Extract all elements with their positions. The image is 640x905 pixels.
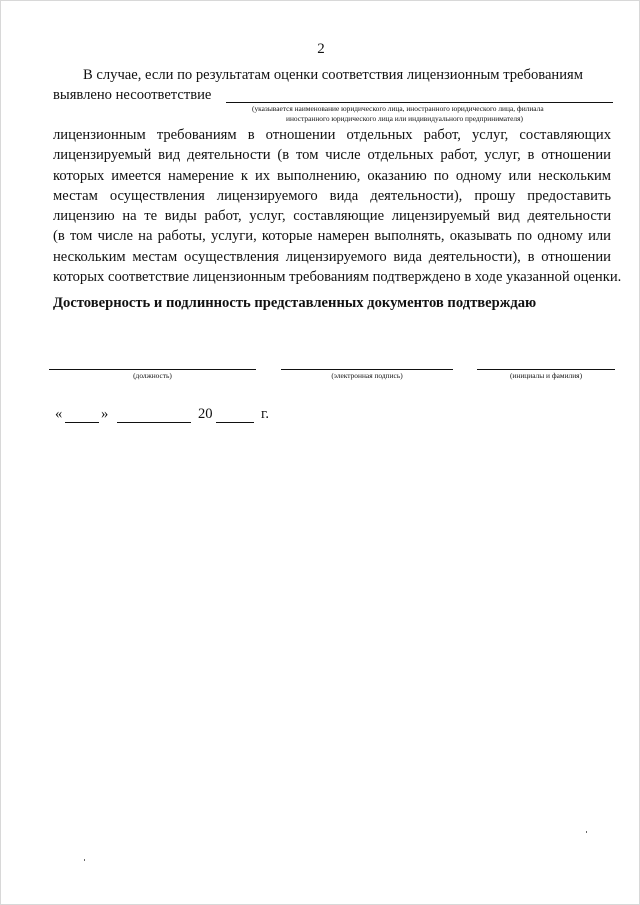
- name-signature-line: [477, 369, 615, 370]
- applicant-name-blank-line: [226, 102, 613, 103]
- page-number: 2: [317, 41, 325, 57]
- esign-caption: (электронная подпись): [331, 371, 403, 380]
- paragraph-line: местам осуществления лицензируемого вида деятельности), прошу предоставить: [53, 187, 611, 204]
- name-caption: (инициалы и фамилия): [509, 371, 583, 380]
- date-year-blank: [216, 422, 254, 423]
- position-signature-line: [49, 369, 256, 370]
- date-open-quote: «: [55, 406, 63, 422]
- paragraph-line: лицензию на те виды работ, услуг, составляющие лицензируемый вид деятельности: [53, 208, 611, 225]
- paragraph-line: которых соответствие лицензионным требованиям подтверждено в ходе указанной оценки.: [53, 269, 622, 286]
- position-caption: (должность): [133, 371, 172, 380]
- paragraph-line: которых имеется намерение к их выполнению, оказанию по одному или нескольким: [53, 167, 611, 184]
- confirmation-heading: Достоверность и подлинность представленных документов подтверждаю: [53, 295, 537, 311]
- date-close-quote: »: [101, 406, 109, 422]
- paragraph-line: лицензионным требованиям в отношении отдельных работ, услуг, составляющих: [53, 127, 611, 143]
- paragraph-line: лицензируемый вид деятельности (в том числе отдельных работ, услуг, в отношении: [53, 147, 611, 164]
- paragraph-body: [53, 125, 622, 287]
- paragraph-lead: В случае, если по результатам оценки соответствия лицензионным требованиям: [83, 67, 583, 83]
- esign-signature-line: [281, 369, 453, 370]
- paragraph-line: нескольким местам осуществления лицензируемого вида деятельности), в отношении: [53, 248, 611, 265]
- paragraph-line: (в том числе на работы, услуги, которые намерен выполнять, оказывать по одному или: [53, 228, 611, 245]
- paragraph-lead-continuation: выявлено несоответствие: [53, 87, 212, 103]
- date-month-blank: [117, 422, 191, 423]
- date-year-prefix: 20: [198, 406, 213, 422]
- date-day-blank: [65, 422, 99, 423]
- scan-speck: [586, 831, 587, 833]
- applicant-name-hint-line2: иностранного юридического лица или индивидуального предпринимателя): [286, 114, 523, 123]
- date-year-suffix: г.: [261, 406, 269, 422]
- scan-speck: [84, 859, 85, 861]
- applicant-name-hint-line1: (указывается наименование юридического лица, иностранного юридического лица, филиала: [252, 104, 544, 113]
